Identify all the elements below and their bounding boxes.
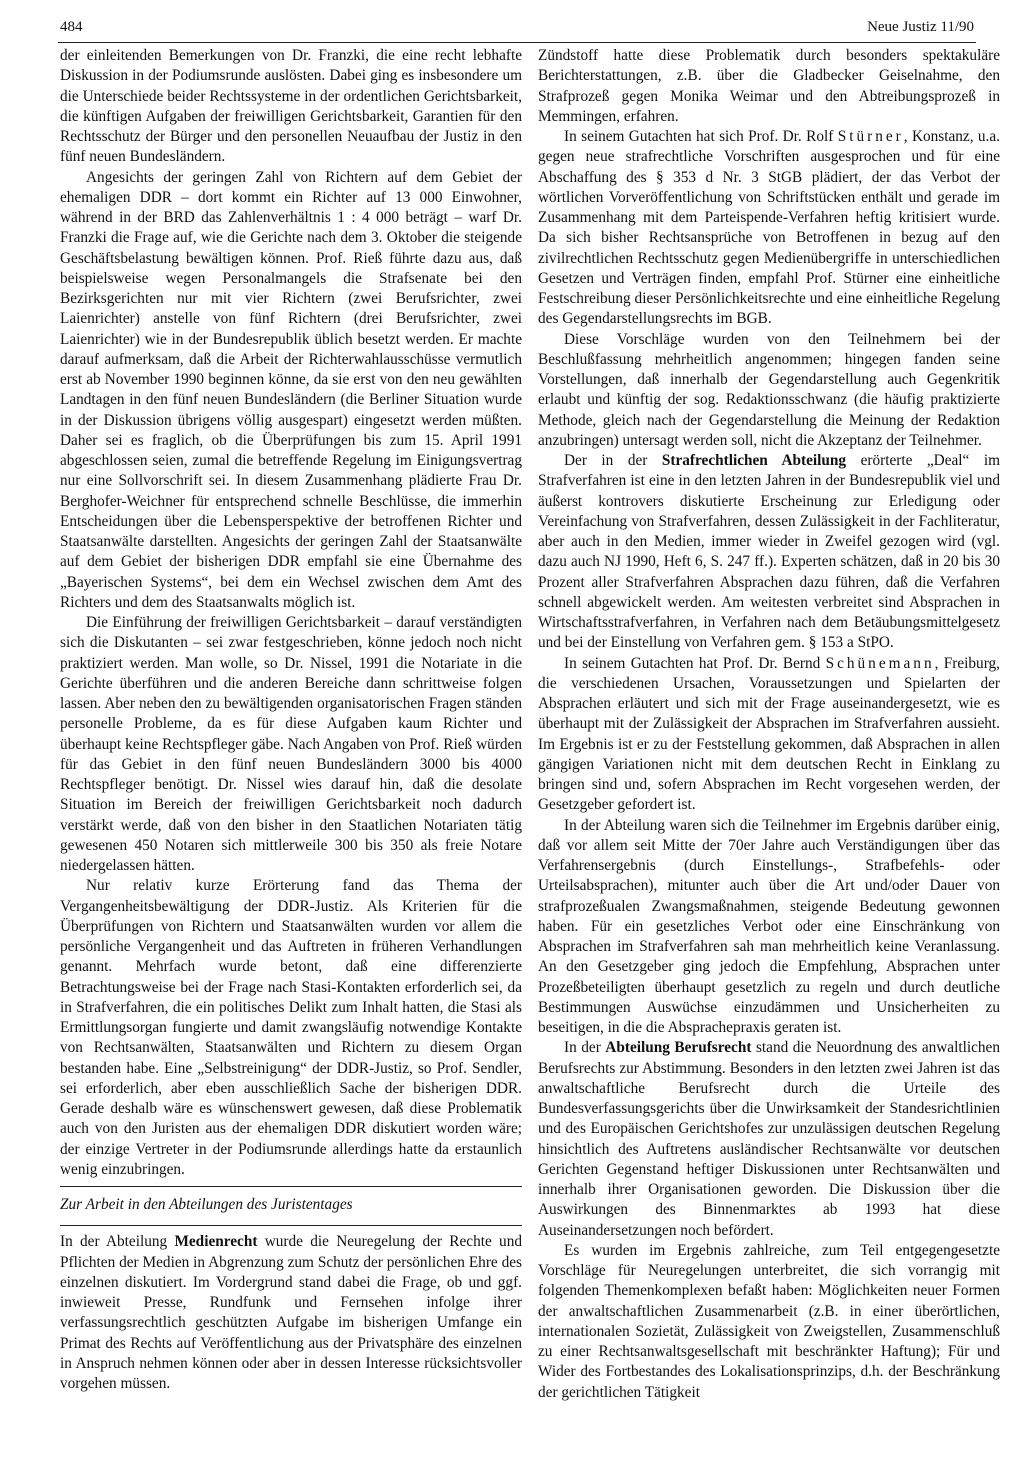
paragraph: Es wurden im Ergebnis zahlreiche, zum Teil entgegengesetzte Vorschläge für Neuregelungen unterbreitet, die sich vorrangig mit folgenden Themenkomplexen befaßt haben: Möglichkeiten neuer Formen der anwaltschaftlichen Zusammenarbeit (z.B. in einer überörtlichen, internationalen Sozietät, Zulässigkeit von Zweigstellen, Zusammenschluß zu einer Rechtsanwaltsgesellschaft mit beschränkter Haftung); Für und Wider des Fortbestandes des Lokalisationsprinzips, d.h. der Beschränkung der gerichtlichen Tätigkeit [538, 1241, 1000, 1401]
header-rule [58, 42, 976, 43]
paragraph: Die Einführung der freiwilligen Gerichtsbarkeit – darauf verständigten sich die Diskutanten – sei zwar festgeschrieben, könne jedoch noch nicht praktiziert werden. Man wolle, so Dr. Nissel, 1991 die Notariate in die Gerichte überführen und die anderen Bereiche dann schrittweise folgen lassen. Aber neben den zu bewältigenden organisatorischen Fragen ständen personelle Probleme, da es für diese Aufgaben kaum Richter und überhaupt keine Rechtspfleger gäbe. Nach Angaben von Prof. Rieß würden für das Gebiet in den fünf neuen Bundesländern 3000 bis 4000 Rechtspfleger benötigt. Dr. Nissel wies darauf hin, daß die desolate Situation im Bereich der freiwilligen Gerichtsbarkeit noch dadurch verstärkt werde, daß von den bisher in den Staatlichen Notariaten tätig gewesenen 450 Notaren sich mittlerweile 300 bis 350 als freie Notare niedergelassen hätten. [60, 614, 522, 874]
spaced-name: Schünemann [825, 654, 935, 672]
page-number: 484 [60, 19, 83, 35]
paragraph: In der Abteilung Berufsrecht stand die Neuordnung des anwaltlichen Berufsrechts zur Abstimmung. Besonders in den letzten zwei Jahren ist das anwaltschaftliche Berufsrecht durch die Urteile des Bundesverfassungsgerichts über die Unwirksamkeit der Standesrichtlinien und des Europäischen Gerichtshofes zur unzulässigen deutschen Regelung hinsichtlich des Auftretens ausländischer Rechtsanwälte vor deutschen Gerichten Gegenstand heftiger Diskussionen unter Rechtsanwälten und innerhalb ihrer Organisationen geworden. Die Diskussion über die Auswirkungen des Binnenmarktes ab 1993 hat diese Auseinandersetzungen noch befördert. [538, 1039, 1000, 1239]
paragraph: der einleitenden Bemerkungen von Dr. Franzki, die eine recht lebhafte Diskussion in der Podiumsrunde auslösten. Dabei ging es insbesondere um die Unterschiede beider Rechtssysteme in der ordentlichen Gerichtsbarkeit, die künftigen Aufgaben der freiwilligen Gerichtsbarkeit, Garantien für den Rechtsschutz der Bürger und den personellen Neuaufbau der Justiz in den fünf neuen Bundesländern. [60, 47, 522, 166]
paragraph: In seinem Gutachten hat sich Prof. Dr. Rolf Stürner, Konstanz, u.a. gegen neue strafrechtliche Vorschriften ausgesprochen und für eine Abschaffung des § 353 d Nr. 3 StGB plädiert, der das Verbot der wörtlichen Vorveröffentlichung von Schriftstücken enthält und gerade im Zusammenhang mit dem Parteispende-Verfahren heftig kritisiert wurde. Da sich bisher Rechtsansprüche von Betroffenen in bezug auf den zivilrechtlichen Rechtsschutz gegen Medienübergriffe in unterschiedlichen Gesetzen und Verträgen finden, empfahl Prof. Stürner eine einheitliche Festschreibung dieser Persönlichkeitsrechte und eine einheitliche Regelung des Gegendarstellungsrechts im BGB. [538, 128, 1000, 328]
right-column [538, 46, 1000, 1403]
left-column [60, 46, 522, 1394]
paragraph: Der in der Strafrechtlichen Abteilung erörterte „Deal“ im Strafverfahren ist eine in den letzten Jahren in der Bundesrepublik viel und äußerst kontrovers diskutierte Erscheinung zur Erledigung oder Vereinfachung von Strafverfahren, dessen Zulässigkeit in der Fachliteratur, aber auch in den Medien, immer wieder in Zweifel gezogen wird (vgl. dazu auch NJ 1990, Heft 6, S. 247 ff.). Experten schätzen, daß in 20 bis 30 Prozent aller Strafverfahren Absprachen dazu führen, daß die Verfahren schnell abgewickelt werden. Am weitesten verbreitet sind Absprachen in Wirtschaftsstrafverfahren, in Verfahren nach dem Betäubungsmittelgesetz und bei der Einstellung von Verfahren gem. § 153 a StPO. [538, 452, 1000, 652]
bold-term: Medienrecht [174, 1233, 258, 1251]
paragraph: In seinem Gutachten hat Prof. Dr. Bernd Schünemann, Freiburg, die verschiedenen Ursachen, Voraussetzungen und Spielarten der Absprachen erläutert und sich mit der Frage auseinandergesetzt, wie es überhaupt mit der Zulässigkeit der Absprachen im Strafverfahren aussieht. Im Ergebnis ist er zu der Feststellung gekommen, daß Absprachen in allen gängigen Variationen nicht mit dem deutschen Recht in Einklang zu bringen sind und, sofern Absprachen im Recht vorgesehen werden, der Gesetzgeber gefordert ist. [538, 654, 1000, 814]
paragraph: In der Abteilung waren sich die Teilnehmer im Ergebnis darüber einig, daß vor allem seit Mitte der 70er Jahre auch Verständigungen über das Verfahrensergebnis (durch Einstellungs-, Strafbefehls- oder Urteilsabsprachen), mitunter auch über die Art und/oder Dauer von strafprozeßualen Zwangsmaßnahmen, steigende Bedeutung gewonnen haben. Für ein gesetzliches Verbot oder eine Einschränkung von Absprachen im Strafverfahren sah man mehrheitlich keine Veranlassung. An den Gesetzgeber ging jedoch die Empfehlung, Absprachen unter Prozeßbeteiligten überhaupt gesetzlich zu regeln und durch deutliche Bestimmungen Auswüchse einzudämmen und Unsicherheiten zu beseitigen, in die die Absprachepraxis geraten ist. [538, 816, 1000, 1036]
section-heading: Zur Arbeit in den Abteilungen des Juristentages [60, 1196, 353, 1213]
paragraph: Nur relativ kurze Erörterung fand das Thema der Vergangenheitsbewältigung der DDR-Justiz. Als Kriterien für die Überprüfungen von Richtern und Staatsanwälten wurden vor allem die persönliche Vergangenheit und das Auftreten in früheren Verhandlungen genannt. Mehrfach wurde betont, daß eine differenzierte Betrachtungsweise bei der Frage nach Stasi-Kontakten erforderlich sei, da in Strafverfahren, die ein politisches Delikt zum Inhalt hatten, die Stasi als Ermittlungsorgan fungierte und damit zwangsläufig notwendige Kontakte von Rechtsanwälten, Staatsanwälten und Richtern zu diesem Organ bestanden habe. Eine „Selbstreinigung“ der DDR-Justiz, so Prof. Sendler, sei erforderlich, aber eben ausschließlich Sache der bisherigen DDR. Gerade deshalb wäre es wünschenswert gewesen, daß diese Problematik auch von den Juristen aus der ehemaligen DDR diskutiert worden wäre; der einzige Vertreter in der Podiumsrunde allerdings hatte da erstaunlich wenig einzubringen. [60, 877, 522, 1178]
section-rule-top [60, 1186, 522, 1187]
paragraph: Angesichts der geringen Zahl von Richtern auf dem Gebiet der ehemaligen DDR – dort kommt ein Richter auf 13 000 Einwohner, während in der BRD das Zahlenverhältnis 1 : 4 000 beträgt – warf Dr. Franzki die Frage auf, wie die Gerichte nach dem 3. Oktober die steigende Geschäftsbelastung bewältigen können. Prof. Rieß führte dazu aus, daß beispielsweise wegen Personalmangels die Strafsenate bei den Bezirksgerichten nur mit vier Richtern (zwei Berufsrichter, zwei Laienrichter) anstelle von fünf Richtern (drei Berufsrichter, zwei Laienrichter) wie in der Bundesrepublik üblich besetzt werden. Er machte darauf aufmerksam, daß die Arbeit der Richterwahlausschüsse vermutlich erst ab November 1990 beginnen könne, da sie erst von den neu gewählten Landtagen in den fünf neuen Bundesländern (die Berliner Situation wurde in der Diskussion übrigens völlig ausgespart) eingesetzt werden müßten. Daher sei es fraglich, ob die Überprüfungen bis zum 15. April 1991 abgeschlossen seien, zumal die betreffende Regelung im Einigungsvertrag nur eine Sollvorschrift sei. In diesem Zusammenhang plädierte Frau Dr. Berghofer-Weichner für entsprechend schnelle Beschlüsse, die immerhin Entscheidungen über die Lebensperspektive der betroffenen Richter und Staatsanwälte darstellten. Angesichts der geringen Zahl der Staatsanwälte auf dem Gebiet der bisherigen DDR empfahl sie eine Übernahme des „Bayerischen Systems“, bei dem ein Wechsel zwischen dem Amt des Richters und dem des Staatsanwalts möglich ist. [60, 168, 522, 611]
paragraph: In der Abteilung Medienrecht wurde die Neuregelung der Rechte und Pflichten der Medien in Abgrenzung zum Schutz der persönlichen Ehre des einzelnen diskutiert. Im Vordergrund stand dabei die Frage, ob und ggf. inwieweit Presse, Rundfunk und Fernsehen infolge ihrer verfassungsrechtlich geschützten Aufgabe im bisherigen Umfange ein Primat des Rechts auf Veröffentlichung aus der Privatsphäre des einzelnen in Anspruch nehmen können oder aber in dessen Interesse rücksichtsvoller vorgehen müssen. [60, 1233, 522, 1392]
section-rule-bottom [60, 1225, 522, 1226]
journal-issue: Neue Justiz 11/90 [867, 19, 974, 35]
bold-term: Strafrechtlichen Abteilung [661, 452, 847, 469]
paragraph: Zündstoff hatte diese Problematik durch besonders spektakuläre Berichterstattungen, z.B. über die Gladbecker Geiselnahme, den Strafprozeß gegen Monika Weimar und den Abtreibungsprozeß in Memmingen, erfahren. [538, 47, 1000, 125]
spaced-name: Stürner [837, 128, 904, 145]
paragraph: Diese Vorschläge wurden von den Teilnehmern bei der Beschlußfassung mehrheitlich angenommen; hingegen fanden seine Vorstellungen, daß innerhalb der Gegendarstellung auch Gegenkritik erlaubt und künftig der sog. Redaktionsschwanz (die häufig praktizierte Methode, gleich nach der Gegendarstellung die Meinung der Redaktion anzubringen) untersagt werden soll, nicht die Akzeptanz der Teilnehmer. [538, 330, 1000, 449]
bold-term: Abteilung Berufsrecht [605, 1039, 752, 1057]
